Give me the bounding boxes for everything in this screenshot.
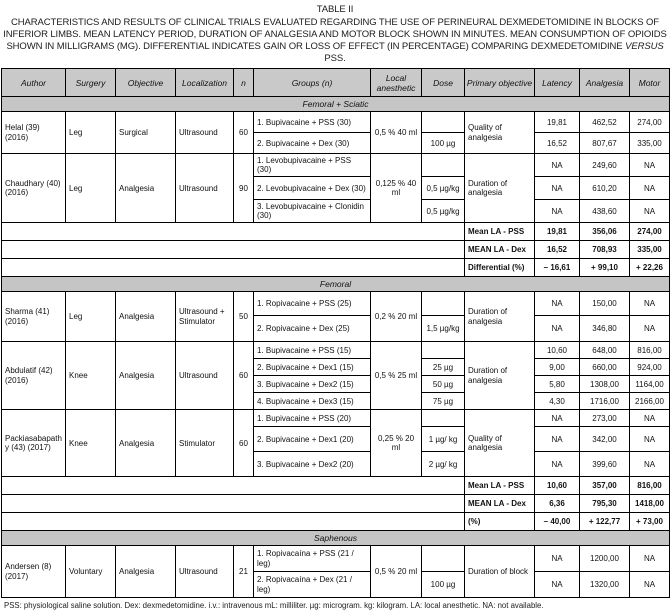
summary2-analgesia-2: 795,30 [580, 495, 630, 513]
cell-sharma-la: 0,2 % 20 ml [371, 292, 422, 342]
summary-spacer [2, 241, 465, 259]
cell-sharma-analgesia-2: 346,80 [580, 316, 630, 342]
table-caption [3, 17, 667, 65]
table-title: TABLE II [316, 4, 354, 15]
cell-sharma-po: Duration of analgesia [465, 292, 535, 342]
summary2-row-1 [2, 477, 670, 495]
caption-versus: VERSUS [625, 40, 664, 52]
summary2-motor-3: + 73,00 [630, 513, 670, 531]
summary2-row-2 [2, 495, 670, 513]
cell-abdulatif-latency-1: 10,60 [535, 342, 580, 359]
cell-packiasabapathy-n: 60 [234, 410, 254, 477]
cell-sharma-latency-2: NA [535, 316, 580, 342]
cell-chaudhary-analgesia-1: 249,60 [580, 154, 630, 177]
summary1-row-1 [2, 223, 670, 241]
cell-packiasabapathy-latency-3: NA [535, 452, 580, 477]
cell-helal-group-1: 1. Bupivacaine + PSS (30) [254, 112, 371, 133]
cell-abdulatif-localization: Ultrasound [176, 342, 234, 410]
summary2-label-3: (%) [465, 513, 535, 531]
cell-andersen-author: Andersen (8) (2017) [2, 546, 66, 598]
section-femoral [2, 277, 670, 292]
cell-andersen-analgesia-2: 1320,00 [580, 572, 630, 598]
cell-andersen-dose-1 [422, 546, 465, 572]
summary1-label-1: Mean LA - PSS [465, 223, 535, 241]
cell-abdulatif-latency-4: 4,30 [535, 393, 580, 410]
row-chaudhary-1 [2, 154, 670, 177]
cell-abdulatif-objective: Analgesia [116, 342, 176, 410]
cell-chaudhary-surgery: Leg [66, 154, 116, 223]
col-localization: Localization [176, 69, 234, 97]
cell-andersen-localization: Ultrasound [176, 546, 234, 598]
cell-sharma-latency-1: NA [535, 292, 580, 316]
col-objective: Objective [116, 69, 176, 97]
cell-packiasabapathy-surgery: Knee [66, 410, 116, 477]
cell-chaudhary-analgesia-3: 438,60 [580, 200, 630, 223]
row-packiasabapathy-1 [2, 410, 670, 427]
col-dose: Dose [422, 69, 465, 97]
cell-helal-dose-2: 100 µg [422, 133, 465, 154]
summary-spacer [2, 223, 465, 241]
cell-helal-la: 0,5 % 40 ml [371, 112, 422, 154]
summary-spacer [2, 477, 465, 495]
col-motor: Motor [630, 69, 670, 97]
cell-chaudhary-dose-1 [422, 154, 465, 177]
cell-chaudhary-latency-1: NA [535, 154, 580, 177]
cell-andersen-group-1: 1. Ropivacaína + PSS (21 / leg) [254, 546, 371, 572]
cell-andersen-analgesia-1: 1200,00 [580, 546, 630, 572]
cell-chaudhary-analgesia-2: 610,20 [580, 177, 630, 200]
cell-helal-n: 60 [234, 112, 254, 154]
cell-sharma-motor-2: NA [630, 316, 670, 342]
cell-sharma-group-1: 1. Ropivacaine + PSS (25) [254, 292, 371, 316]
cell-helal-analgesia-1: 462,52 [580, 112, 630, 133]
cell-chaudhary-localization: Ultrasound [176, 154, 234, 223]
cell-packiasabapathy-group-1: 1. Bupivacaine + PSS (20) [254, 410, 371, 427]
summary1-latency-3: – 16,61 [535, 259, 580, 277]
cell-packiasabapathy-author: Packiasabapathy (43) (2017) [2, 410, 66, 477]
cell-packiasabapathy-group-2: 2. Bupivacaine + Dex1 (20) [254, 427, 371, 452]
summary1-motor-3: + 22,26 [630, 259, 670, 277]
col-analgesia: Analgesia [580, 69, 630, 97]
cell-sharma-localization: Ultrasound + Stimulator [176, 292, 234, 342]
cell-sharma-author: Sharma (41) (2016) [2, 292, 66, 342]
cell-packiasabapathy-latency-1: NA [535, 410, 580, 427]
cell-andersen-dose-2: 100 µg [422, 572, 465, 598]
col-n: n [234, 69, 254, 97]
cell-abdulatif-analgesia-1: 648,00 [580, 342, 630, 359]
summary1-analgesia-2: 708,93 [580, 241, 630, 259]
summary1-motor-2: 335,00 [630, 241, 670, 259]
caption-tail: PSS. [324, 52, 346, 64]
summary2-row-3 [2, 513, 670, 531]
cell-packiasabapathy-la: 0,25 % 20 ml [371, 410, 422, 477]
col-local-anesthetic: Local anesthetic [371, 69, 422, 97]
header-row [2, 69, 670, 97]
cell-andersen-latency-1: NA [535, 546, 580, 572]
cell-andersen-n: 21 [234, 546, 254, 598]
cell-abdulatif-analgesia-2: 660,00 [580, 359, 630, 376]
summary1-label-2: MEAN LA - Dex [465, 241, 535, 259]
cell-sharma-objective: Analgesia [116, 292, 176, 342]
cell-packiasabapathy-motor-1: NA [630, 410, 670, 427]
table-caption-block [3, 4, 667, 64]
cell-sharma-dose-2: 1,5 µg/kg [422, 316, 465, 342]
footnote: PSS: physiological saline solution. Dex: dexmedetomidine. i.v.: intravenous mL: milliliter. µg: microgram. kg: kilogram. LA: local anesthetic. NA: not available. [4, 601, 544, 610]
cell-sharma-group-2: 2. Ropivacaine + Dex (25) [254, 316, 371, 342]
section-label: Saphenous [2, 531, 670, 546]
cell-chaudhary-group-2: 2. Levobupivacaine + Dex (30) [254, 177, 371, 200]
cell-helal-group-2: 2. Bupivacaine + Dex (30) [254, 133, 371, 154]
cell-chaudhary-po: Duration of analgesia [465, 154, 535, 223]
summary-spacer [2, 259, 465, 277]
cell-chaudhary-dose-2: 0,5 µg/kg [422, 177, 465, 200]
cell-helal-author: Helal (39) (2016) [2, 112, 66, 154]
summary2-label-1: Mean LA - PSS [465, 477, 535, 495]
cell-abdulatif-group-1: 1. Bupivacaine + PSS (15) [254, 342, 371, 359]
cell-abdulatif-n: 60 [234, 342, 254, 410]
cell-packiasabapathy-analgesia-1: 273,00 [580, 410, 630, 427]
cell-abdulatif-group-4: 4. Bupivacaine + Dex3 (15) [254, 393, 371, 410]
cell-packiasabapathy-group-3: 3. Bupivacaine + Dex2 (20) [254, 452, 371, 477]
summary2-latency-3: – 40,00 [535, 513, 580, 531]
cell-andersen-la: 0,5 % 20 ml [371, 546, 422, 598]
cell-packiasabapathy-localization: Stimulator [176, 410, 234, 477]
row-abdulatif-1 [2, 342, 670, 359]
cell-chaudhary-objective: Analgesia [116, 154, 176, 223]
cell-andersen-po: Duration of block [465, 546, 535, 598]
cell-packiasabapathy-objective: Analgesia [116, 410, 176, 477]
summary1-row-2 [2, 241, 670, 259]
cell-abdulatif-motor-2: 924,00 [630, 359, 670, 376]
caption-text: CHARACTERISTICS AND RESULTS OF CLINICAL TRIALS EVALUATED REGARDING THE USE OF PERINEURAL DEXMEDETOMIDINE IN BLOCKS OF INFERIOR LIMBS. MEAN LATENCY PERIOD, DURATION OF ANALGESIA AND MOTOR BLOCK SHOWN IN MINUTES. MEAN CONSUMPTION OF OPIOIDS SHOWN IN MILLIGRAMS (MG). DIFFERENTIAL INDICATES GAIN OR LOSS OF EFFECT (IN PERCENTAGE) COMPARING DEXMEDETOMIDINE [3, 16, 667, 52]
summary1-row-3 [2, 259, 670, 277]
summary1-label-3: Differential (%) [465, 259, 535, 277]
row-andersen-1 [2, 546, 670, 572]
cell-andersen-latency-2: NA [535, 572, 580, 598]
cell-helal-objective: Surgical [116, 112, 176, 154]
summary-spacer [2, 495, 465, 513]
cell-sharma-n: 50 [234, 292, 254, 342]
cell-abdulatif-motor-4: 2166,00 [630, 393, 670, 410]
cell-andersen-motor-1: NA [630, 546, 670, 572]
cell-packiasabapathy-motor-3: NA [630, 452, 670, 477]
cell-abdulatif-motor-3: 1164,00 [630, 376, 670, 393]
cell-helal-localization: Ultrasound [176, 112, 234, 154]
cell-sharma-surgery: Leg [66, 292, 116, 342]
cell-chaudhary-la: 0,125 % 40 ml [371, 154, 422, 223]
cell-abdulatif-group-2: 2. Bupivacaine + Dex1 (15) [254, 359, 371, 376]
cell-chaudhary-n: 90 [234, 154, 254, 223]
cell-andersen-objective: Analgesia [116, 546, 176, 598]
cell-helal-latency-2: 16,52 [535, 133, 580, 154]
cell-packiasabapathy-dose-1 [422, 410, 465, 427]
cell-helal-motor-2: 335,00 [630, 133, 670, 154]
col-primary-objective: Primary objective [465, 69, 535, 97]
col-author: Author [2, 69, 66, 97]
clinical-trials-table [1, 68, 670, 598]
cell-chaudhary-motor-3: NA [630, 200, 670, 223]
summary1-latency-2: 16,52 [535, 241, 580, 259]
col-groups: Groups (n) [254, 69, 371, 97]
cell-chaudhary-dose-3: 0,5 µg/kg [422, 200, 465, 223]
cell-abdulatif-dose-4: 75 µg [422, 393, 465, 410]
cell-abdulatif-latency-3: 5,80 [535, 376, 580, 393]
cell-chaudhary-latency-2: NA [535, 177, 580, 200]
cell-packiasabapathy-analgesia-3: 399,60 [580, 452, 630, 477]
cell-chaudhary-author: Chaudhary (40) (2016) [2, 154, 66, 223]
cell-chaudhary-group-3: 3. Levobupivacaine + Clonidin (30) [254, 200, 371, 223]
cell-helal-motor-1: 274,00 [630, 112, 670, 133]
summary2-latency-2: 6,36 [535, 495, 580, 513]
cell-sharma-motor-1: NA [630, 292, 670, 316]
col-surgery: Surgery [66, 69, 116, 97]
cell-chaudhary-motor-1: NA [630, 154, 670, 177]
section-label: Femoral [2, 277, 670, 292]
cell-abdulatif-surgery: Knee [66, 342, 116, 410]
cell-abdulatif-group-3: 3. Bupivacaine + Dex2 (15) [254, 376, 371, 393]
section-label: Femoral + Sciatic [2, 97, 670, 112]
summary1-latency-1: 19,81 [535, 223, 580, 241]
cell-packiasabapathy-analgesia-2: 342,00 [580, 427, 630, 452]
cell-chaudhary-latency-3: NA [535, 200, 580, 223]
summary2-analgesia-1: 357,00 [580, 477, 630, 495]
row-helal-1 [2, 112, 670, 133]
cell-abdulatif-po: Duration of analgesia [465, 342, 535, 410]
cell-andersen-group-2: 2. Ropivacaína + Dex (21 / leg) [254, 572, 371, 598]
cell-packiasabapathy-dose-2: 1 µg/ kg [422, 427, 465, 452]
cell-packiasabapathy-po: Quality of analgesia [465, 410, 535, 477]
cell-sharma-analgesia-1: 150,00 [580, 292, 630, 316]
summary1-motor-1: 274,00 [630, 223, 670, 241]
summary2-label-2: MEAN LA - Dex [465, 495, 535, 513]
cell-abdulatif-author: Abdulatif (42) (2016) [2, 342, 66, 410]
cell-abdulatif-analgesia-4: 1716,00 [580, 393, 630, 410]
cell-andersen-surgery: Voluntary [66, 546, 116, 598]
cell-abdulatif-dose-1 [422, 342, 465, 359]
cell-abdulatif-la: 0,5 % 25 ml [371, 342, 422, 410]
cell-chaudhary-motor-2: NA [630, 177, 670, 200]
cell-helal-analgesia-2: 807,67 [580, 133, 630, 154]
cell-helal-latency-1: 19,81 [535, 112, 580, 133]
summary2-analgesia-3: + 122,77 [580, 513, 630, 531]
section-saphenous [2, 531, 670, 546]
summary2-motor-2: 1418,00 [630, 495, 670, 513]
cell-packiasabapathy-latency-2: NA [535, 427, 580, 452]
cell-abdulatif-motor-1: 816,00 [630, 342, 670, 359]
cell-helal-po: Quality of analgesia [465, 112, 535, 154]
cell-helal-surgery: Leg [66, 112, 116, 154]
summary2-latency-1: 10,60 [535, 477, 580, 495]
cell-packiasabapathy-motor-2: NA [630, 427, 670, 452]
row-sharma-1 [2, 292, 670, 316]
cell-abdulatif-dose-3: 50 µg [422, 376, 465, 393]
cell-packiasabapathy-dose-3: 2 µg/ kg [422, 452, 465, 477]
cell-chaudhary-group-1: 1. Levobupivacaine + PSS (30) [254, 154, 371, 177]
cell-abdulatif-analgesia-3: 1308,00 [580, 376, 630, 393]
cell-sharma-dose-1 [422, 292, 465, 316]
col-latency: Latency [535, 69, 580, 97]
cell-abdulatif-dose-2: 25 µg [422, 359, 465, 376]
cell-andersen-motor-2: NA [630, 572, 670, 598]
cell-helal-dose-1 [422, 112, 465, 133]
summary2-motor-1: 816,00 [630, 477, 670, 495]
summary-spacer [2, 513, 465, 531]
summary1-analgesia-1: 356,06 [580, 223, 630, 241]
section-femoral-sciatic [2, 97, 670, 112]
summary1-analgesia-3: + 99,10 [580, 259, 630, 277]
cell-abdulatif-latency-2: 9,00 [535, 359, 580, 376]
